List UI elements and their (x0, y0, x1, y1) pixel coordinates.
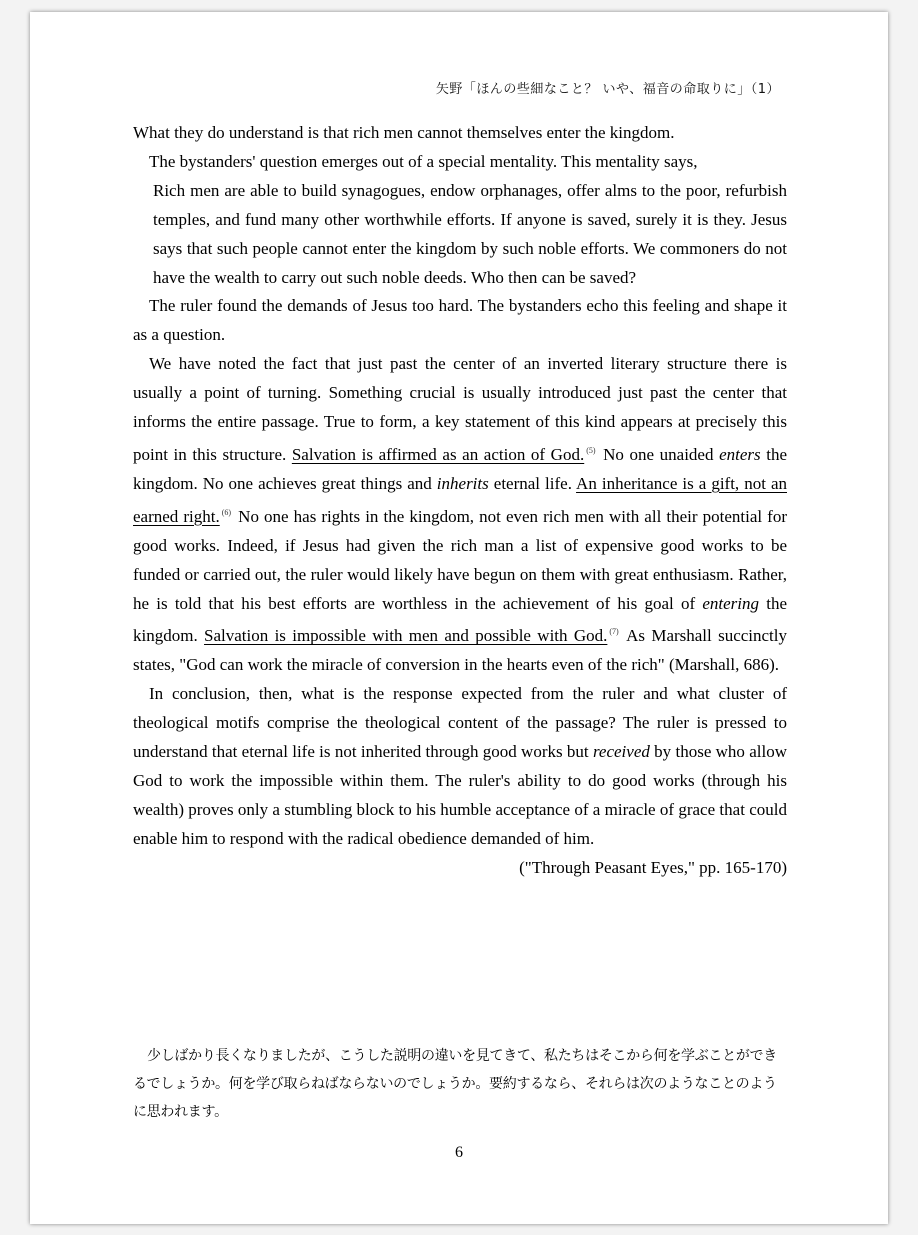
p4-text-1: We have noted the fact that just past the center of an inverted literary structure there is usually a point of turning. Something crucial is usually introduced just past the center that informs the entire passage. True to form, a key statement of this kind appears at precisely this point in this structure. (133, 354, 787, 464)
japanese-paragraph: 少しばかり長くなりましたが、こうした説明の違いを見てきて、私たちはそこから何を学ぶことができるでしょうか。何を学び取らねばならないのでしょうか。要約するなら、それらは次のようなことのように思われます。 (133, 1048, 777, 1120)
page-number: 6 (455, 1144, 463, 1161)
italic-inherits: inherits (436, 473, 489, 493)
underlined-statement-1: Salvation is affirmed as an action of God. (291, 444, 585, 464)
italic-received: received (592, 742, 650, 762)
p4-text-3: the kingdom. No one achieves great things and (133, 444, 787, 493)
p4-text-2: No one unaided (597, 444, 720, 464)
italic-entering: entering (702, 593, 759, 613)
p4-text-6: the kingdom. (133, 593, 787, 646)
english-body (133, 119, 787, 883)
footnote-marker-5: (5) (586, 445, 596, 455)
p4-text-7: As Marshall succinctly states, "God can work the miracle of conversion in the hearts even of the rich" (Marshall, 686). (133, 626, 788, 675)
paragraph-3: The ruler found the demands of Jesus too hard. The bystanders echo this feeling and shape it as a question. (133, 296, 787, 345)
document-page (30, 12, 888, 1224)
underlined-statement-3: Salvation is impossible with men and possible with God. (204, 626, 608, 646)
underlined-statement-2: An inheritance is a gift, not an earned right. (133, 473, 787, 526)
p5-text-2: by those who allow God to work the impossible within them. The ruler's ability to do good works (through his wealth) proves only a stumbling block to his humble acceptance of a miracle of grace that could enable him to respond with the radical obedience demanded of him. (133, 742, 788, 848)
paragraph-4 (133, 350, 787, 680)
paragraph-5 (133, 680, 787, 853)
p4-text-5: No one has rights in the kingdom, not even rich men with all their potential for good works. Indeed, if Jesus had given the rich man a list of expensive good works to be funded or carried out, the ruler would likely have begun on them with great enthusiasm. Rather, he is told that his best efforts are worthless in the achievement of his goal of (133, 506, 787, 613)
japanese-body (133, 1042, 789, 1126)
paragraph-2: The bystanders' question emerges out of a special mentality. This mentality says, (149, 151, 698, 171)
p5-text-1: In conclusion, then, what is the response expected from the ruler and what cluster of theological motifs comprise the theological content of the passage? The ruler is pressed to understand that eternal life is not inherited through good works but (133, 684, 787, 762)
block-quote: Rich men are able to build synagogues, endow orphanages, offer alms to the poor, refurbish temples, and fund many other worthwhile efforts. If anyone is saved, surely it is they. Jesus says that such people cannot enter the kingdom by such noble efforts. We commoners do not have the wealth to carry out such noble deeds. Who then can be saved? (153, 180, 787, 287)
italic-enters: enters (719, 444, 761, 464)
footnote-marker-7: (7) (609, 627, 619, 637)
footnote-marker-6: (6) (221, 507, 232, 517)
running-header: 矢野「ほんの些細なこと？ いや、福音の命取りに」（1） (435, 82, 780, 97)
citation: ("Through Peasant Eyes," pp. 165-170) (519, 857, 787, 877)
paragraph-1: What they do understand is that rich men cannot themselves enter the kingdom. (133, 123, 675, 142)
p4-text-4: eternal life. (488, 473, 577, 493)
